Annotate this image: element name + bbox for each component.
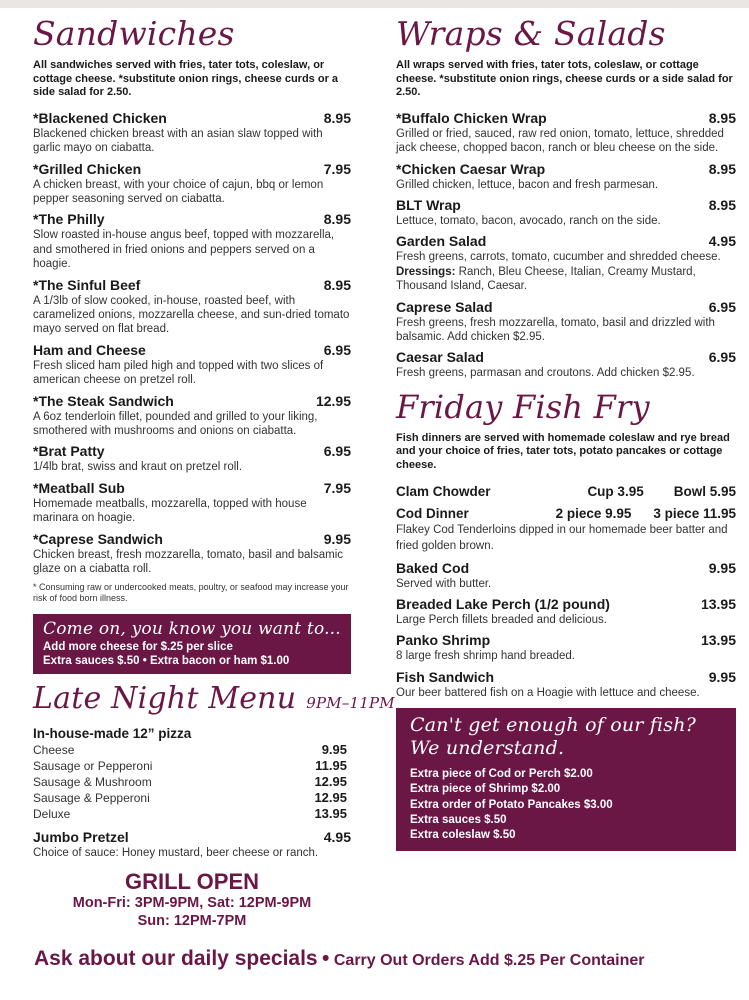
pizza-price: 11.95 [315,757,347,773]
pizza-name: Sausage & Mushroom [33,774,152,789]
menu-item [396,299,736,345]
left-column [33,14,395,930]
menu-item [33,531,351,577]
pizza-price: 12.95 [314,790,347,806]
item-name: *Buffalo Chicken Wrap [396,109,547,126]
item-name: *Caprese Sandwich [33,530,163,547]
menu-item [33,443,351,474]
item-description: A 6oz tenderloin fillet, pounded and grilled to your liking, smothered with mushrooms and onions on ciabatta. [33,410,318,438]
promo-title: Come on, you know you want to... [43,618,341,639]
item-price: 8.95 [708,109,736,126]
item-description: Fresh sliced ham piled high and topped with two slices of american cheese on pretzel roll. [33,359,324,387]
menu-item [396,632,736,663]
item-price: 6.95 [708,349,736,366]
item-option: Cup 3.95 [587,483,644,499]
item-price: 6.95 [323,443,351,460]
right-column [396,14,736,851]
item-name: *Chicken Caesar Wrap [396,160,546,177]
sandwiches-intro: All sandwiches served with fries, tater tots, coleslaw, or cottage cheese. *substitute onion rings, cheese curds or a side salad for 2.50. [33,59,339,99]
pizza-name: Sausage & Pepperoni [33,791,150,806]
wraps-intro: All wraps served with fries, tater tots, coleslaw, or cottage cheese. *substitute onion rings, cheese curds or a side salad for 2.50. [396,59,733,99]
item-name: *The Philly [33,211,105,228]
item-price: 6.95 [323,341,351,358]
item-description: Homemade meatballs, mozzarella, topped with house marinara on hoagie. [33,497,307,525]
item-name: Fish Sandwich [396,668,495,685]
dressings-text: Ranch, Bleu Cheese, Italian, Creamy Mustard, Thousand Island, Caesar. [396,265,696,293]
extras-promo-box [33,614,351,674]
fish-promo-line: Extra coleslaw $.50 [410,829,516,842]
late-night-hours: 9PM–11PM [306,693,395,712]
fish-promo-line: Extra piece of Shrimp $2.00 [410,783,561,796]
item-name: Caesar Salad [396,349,484,366]
item-name: Baked Cod [396,559,470,576]
item-description: Served with butter. [396,577,492,590]
item-description: Grilled chicken, lettuce, bacon and fresh parmesan. [396,178,659,191]
item-description: A chicken breast, with your choice of cajun, bbq or lemon pepper seasoning served on ciabatta. [33,178,324,205]
item-description: Blackened chicken breast with an asian slaw topped with garlic mayo on ciabatta. [33,127,323,155]
menu-item [33,393,351,439]
menu-item [33,829,351,860]
fish-promo-line: Extra order of Potato Pancakes $3.00 [410,798,613,811]
food-safety-disclaimer: * Consuming raw or undercooked meats, poultry, or seafood may increase your risk of food born illness. [33,581,349,603]
pizza-price: 9.95 [321,741,347,757]
dressings-list [396,265,736,294]
fish-promo-subtitle: We understand. [410,737,565,760]
item-description: Fresh greens, parmasan and croutons. Add chicken $2.95. [396,367,695,380]
menu-item [396,483,736,500]
menu-item [33,342,351,388]
pizza-row [33,758,351,774]
menu-item [396,233,736,293]
item-price: 7.95 [323,160,351,177]
pizza-name: Sausage or Pepperoni [33,758,153,773]
item-name: *Meatball Sub [33,479,125,496]
menu-item [33,161,351,207]
fish-fry-intro: Fish dinners are served with homemade coleslaw and rye bread and your choice of fries, tater tots, potato pancakes or cottage cheese. [396,431,730,472]
pizza-price: 13.95 [314,806,347,822]
item-description: Fresh greens, carrots, tomato, cucumber and shredded cheese. [396,251,721,264]
wraps-title: Wraps & Salads [396,14,666,53]
pizza-name: Cheese [33,742,75,757]
item-option: Bowl 5.95 [673,483,736,499]
item-name: *Grilled Chicken [33,160,142,177]
menu-item [396,596,736,627]
menu-item [33,110,351,156]
item-price: 7.95 [323,479,351,496]
grill-line: Mon-Fri: 3PM-9PM, Sat: 12PM-9PM [72,894,312,911]
item-name: *The Sinful Beef [33,276,141,293]
item-name: Clam Chowder [396,483,491,499]
pizza-row [33,774,351,790]
pizza-row [33,806,351,822]
item-option: 2 piece 9.95 [555,505,632,521]
item-price: 9.95 [708,559,736,576]
item-name: Panko Shrimp [396,632,491,649]
menu-item [396,560,736,591]
item-description: Choice of sauce: Honey mustard, beer cheese or ranch. [33,846,319,859]
menu-item [396,110,736,156]
dressings-label: Dressings: [396,265,456,278]
item-price: 8.95 [708,160,736,177]
menu-item [396,505,736,555]
item-description: Chicken breast, fresh mozzarella, tomato, basil and balsamic glaze on a ciabatta roll. [33,548,344,576]
item-description: 8 large fresh shrimp hand breaded. [396,650,575,663]
item-description: Flakey Cod Tenderloins dipped in our homemade beer batter and fried golden brown. [396,523,728,553]
item-name: *The Steak Sandwich [33,392,174,409]
item-price: 12.95 [315,392,351,409]
item-price: 9.95 [323,530,351,547]
item-price: 13.95 [700,632,736,649]
fish-promo-line: Extra sauces $.50 [410,813,507,826]
item-option: 3 piece 11.95 [653,505,736,521]
item-name: Caprese Salad [396,298,493,315]
pizza-heading: In-house-made 12” pizza [33,725,192,741]
menu-item [33,480,351,526]
fish-promo-list [410,767,726,843]
item-description: A 1/3lb of slow cooked, in-house, roasted beef, with caramelized onions, mozzarella cheese, and sun-dried tomato mayo served on flat bread. [33,294,350,336]
item-price: 8.95 [323,211,351,228]
carry-out-text: Carry Out Orders Add $.25 Per Container [333,952,645,969]
item-price: 9.95 [708,668,736,685]
daily-specials-text: Ask about our daily specials [34,947,318,970]
item-description: Our beer battered fish on a Hoagie with lettuce and cheese. [396,686,700,699]
menu-item [396,349,736,380]
item-description: Lettuce, tomato, bacon, avocado, ranch on the side. [396,215,661,227]
item-name: Breaded Lake Perch (1/2 pound) [396,596,610,613]
item-name: *Blackened Chicken [33,109,167,126]
fish-promo-title: Can't get enough of our fish? [410,714,697,737]
item-description: Large Perch fillets breaded and delicious. [396,614,607,627]
item-description: Grilled or fried, sauced, raw red onion, tomato, lettuce, shredded jack cheese, chopped bacon, ranch or bleu cheese on the side. [396,127,724,155]
late-night-heading: Late Night Menu [33,680,297,716]
item-price: 6.95 [708,298,736,315]
pizza-row [33,790,351,806]
pizza-price: 12.95 [314,773,347,789]
top-band [0,0,749,8]
item-name: Jumbo Pretzel [33,828,129,845]
fish-fry-title: Friday Fish Fry [396,387,650,426]
grill-line: Sun: 12PM-7PM [137,912,247,929]
menu-item [396,197,736,228]
item-price: 13.95 [700,596,736,613]
footer-bullet: • [322,947,330,970]
grill-hours [33,870,351,930]
pizza-name: Deluxe [33,807,71,822]
item-name: Ham and Cheese [33,341,146,358]
item-description: 1/4lb brat, swiss and kraut on pretzel roll. [33,461,243,474]
item-name: BLT Wrap [396,197,461,213]
item-description: Fresh greens, fresh mozzarella, tomato, basil and drizzled with balsamic. Add chicken $2.95. [396,316,715,344]
fish-promo-line: Extra piece of Cod or Perch $2.00 [410,768,593,781]
item-name: Cod Dinner [396,505,469,521]
menu-item [33,277,351,337]
item-price: 8.95 [708,197,736,213]
promo-line: Extra sauces $.50 • Extra bacon or ham $1.00 [43,654,290,667]
footer-banner [34,947,739,971]
menu-item [396,161,736,192]
grill-title: GRILL OPEN [124,868,260,894]
item-name: Garden Salad [396,233,487,250]
item-price: 8.95 [323,109,351,126]
item-name: *Brat Patty [33,443,105,460]
menu-item [396,669,736,700]
sandwiches-title: Sandwiches [33,14,235,53]
item-price: 4.95 [708,233,736,250]
menu-item [33,211,351,271]
fish-extras-promo-box [396,708,736,851]
item-price: 4.95 [323,828,351,845]
item-description: Slow roasted in-house angus beef, topped with mozzarella, and smothered in fried onions and peppers served on a hoagie. [33,229,335,271]
promo-line: Add more cheese for $.25 per slice [43,640,233,653]
pizza-row [33,742,351,758]
late-night-title [33,680,395,721]
item-price: 8.95 [323,276,351,293]
